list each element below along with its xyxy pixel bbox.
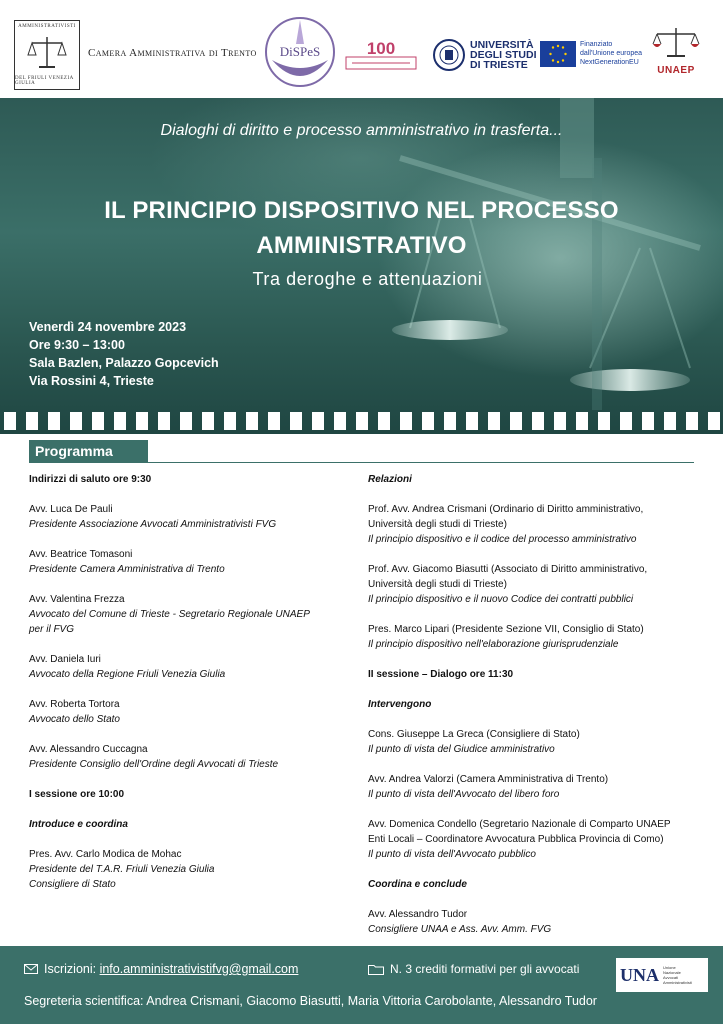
una-logo <box>616 958 708 992</box>
checker-square <box>136 412 148 430</box>
speaker-name: Avv. Valentina Frezza <box>29 594 125 605</box>
checker-square <box>686 412 698 430</box>
programme-section-heading <box>29 787 349 802</box>
speaker-entry <box>29 547 349 577</box>
speaker-role: Presidente Consiglio dell'Ordine degli Avvocati di Trieste <box>29 759 279 770</box>
speaker-role: Il punto di vista del Giudice amministrativo <box>368 744 555 755</box>
speaker-entry <box>368 562 703 607</box>
speaker-name: Cons. Giuseppe La Greca (Consigliere di Stato) <box>368 729 580 740</box>
checker-square <box>598 412 610 430</box>
speaker-role: Presidente Camera Amministrativa di Trento <box>29 564 225 575</box>
programme-divider <box>29 462 694 463</box>
checker-square <box>70 412 82 430</box>
event-tagline: Dialoghi di diritto e processo amministrativo in trasferta... <box>160 122 563 139</box>
hero-banner <box>0 98 723 434</box>
speaker-name: Pres. Marco Lipari (Presidente Sezione VII, Consiglio di Stato) <box>368 624 644 635</box>
speaker-name: Pres. Avv. Carlo Modica de Mohac <box>29 849 182 860</box>
speaker-role: Il punto di vista dell'Avvocato del libero foro <box>368 789 560 800</box>
speaker-entry <box>368 907 703 937</box>
speaker-entry <box>29 502 349 532</box>
speaker-role: Presidente del T.A.R. Friuli Venezia Giulia Consigliere di Stato <box>29 864 215 890</box>
checker-square <box>290 412 302 430</box>
checker-square <box>246 412 258 430</box>
checker-square <box>268 412 280 430</box>
checker-square <box>554 412 566 430</box>
programme-header: Programma <box>29 440 148 462</box>
speaker-entry <box>29 652 349 682</box>
checker-square <box>356 412 368 430</box>
speaker-entry <box>368 622 703 652</box>
speaker-name: Avv. Domenica Condello (Segretario Nazionale di Comparto UNAEP Enti Locali – Coordinatore Avvocatura Pubblica Provincia di Como) <box>368 819 671 845</box>
programme-section-heading <box>368 472 703 487</box>
speaker-role: Il principio dispositivo e il codice del processo amministrativo <box>368 534 637 545</box>
checker-square <box>4 412 16 430</box>
section-heading-text: Coordina e conclude <box>368 879 467 890</box>
speaker-entry <box>368 727 703 757</box>
checker-square <box>158 412 170 430</box>
logo-bar <box>0 0 723 98</box>
event-venue: Sala Bazlen, Palazzo Gopcevich <box>29 356 219 370</box>
scales-icon <box>27 35 67 71</box>
speaker-name: Avv. Daniela Iuri <box>29 654 101 665</box>
checker-square <box>642 412 654 430</box>
checker-square <box>444 412 456 430</box>
checker-square <box>92 412 104 430</box>
event-details <box>29 318 219 390</box>
checker-square <box>488 412 500 430</box>
seal-top-text: AMMINISTRATIVISTI <box>18 24 76 29</box>
checker-square <box>532 412 544 430</box>
checker-square <box>312 412 324 430</box>
una-mark: UNA <box>620 964 659 985</box>
programme-section-heading <box>29 472 349 487</box>
eu-flag-icon <box>540 41 576 67</box>
checker-square <box>202 412 214 430</box>
checker-square <box>224 412 236 430</box>
checker-square <box>708 412 720 430</box>
speaker-role: Il principio dispositivo nell'elaborazione giurisprudenziale <box>368 639 619 650</box>
speaker-name: Prof. Avv. Andrea Crismani (Ordinario di Diritto amministrativo, Università degli studi di Trieste) <box>368 504 644 530</box>
unaep-logo <box>645 24 707 88</box>
speaker-role: Il principio dispositivo e il nuovo Codice dei contratti pubblici <box>368 594 634 605</box>
event-time: Ore 9:30 – 13:00 <box>29 338 125 352</box>
event-title: IL PRINCIPIO DISPOSITIVO NEL PROCESSO AMMINISTRATIVO <box>104 197 619 259</box>
camera-name: Camera Amministrativa di Trento <box>88 47 257 59</box>
unaep-name: UNAEP <box>657 65 695 76</box>
section-heading-text: Relazioni <box>368 474 412 485</box>
checker-square <box>334 412 346 430</box>
speaker-name: Avv. Luca De Pauli <box>29 504 113 515</box>
speaker-entry <box>29 847 349 892</box>
speaker-role: Presidente Associazione Avvocati Amministrativisti FVG <box>29 519 277 530</box>
speaker-entry <box>29 742 349 772</box>
checker-square <box>422 412 434 430</box>
speaker-entry <box>29 697 349 727</box>
speaker-role: Il punto di vista dell'Avvocato pubblico <box>368 849 536 860</box>
checker-border <box>0 410 723 434</box>
checker-square <box>400 412 412 430</box>
scientific-secretariat: Segreteria scientifica: Andrea Crismani, Giacomo Biasutti, Maria Vittoria Carobolante, Alessandro Tudor <box>24 994 597 1008</box>
event-subtitle: Tra deroghe e attenuazioni <box>252 269 483 289</box>
centenary-logo <box>342 38 420 72</box>
section-heading-text: I sessione ore 10:00 <box>29 789 125 800</box>
speaker-role: Avvocato dello Stato <box>29 714 120 725</box>
envelope-icon <box>24 964 38 974</box>
registration-row <box>24 962 298 976</box>
speaker-role: Consigliere UNAA e Ass. Avv. Amm. FVG <box>368 924 552 935</box>
credits-row <box>368 962 579 976</box>
units-name: UNIVERSITÀ DEGLI STUDI DI TRIESTE <box>470 39 537 71</box>
section-heading-text: Indirizzi di saluto ore 9:30 <box>29 474 152 485</box>
speaker-entry <box>368 817 703 862</box>
registration-label: Iscrizioni: <box>44 962 97 976</box>
checker-square <box>180 412 192 430</box>
speaker-entry <box>29 592 349 637</box>
checker-square <box>510 412 522 430</box>
speaker-entry <box>368 502 703 547</box>
section-heading-text: Introduce e coordina <box>29 819 128 830</box>
speaker-name: Avv. Alessandro Tudor <box>368 909 468 920</box>
eu-funding-text: Finanziato dall'Unione europea NextGenerationEU <box>580 41 643 66</box>
event-date: Venerdì 24 novembre 2023 <box>29 320 187 334</box>
speaker-role: Avvocato del Comune di Trieste - Segretario Regionale UNAEP per il FVG <box>29 609 310 635</box>
credits-text: N. 3 crediti formativi per gli avvocati <box>390 962 580 976</box>
checker-square <box>378 412 390 430</box>
camera-seal-logo <box>14 20 80 90</box>
checker-square <box>576 412 588 430</box>
speaker-entry <box>368 772 703 802</box>
checker-square <box>620 412 632 430</box>
svg-text:100: 100 <box>366 39 396 58</box>
programme-section-heading <box>368 877 703 892</box>
checker-square <box>26 412 38 430</box>
checker-square <box>114 412 126 430</box>
una-subtitle: Unione Nazionale Avvocati Amministrativisti <box>663 965 692 985</box>
event-address: Via Rossini 4, Trieste <box>29 374 154 388</box>
checker-square <box>466 412 478 430</box>
speaker-name: Prof. Avv. Giacomo Biasutti (Associato di Diritto amministrativo, Università degli studi di Trieste) <box>368 564 648 590</box>
unaep-scales-icon <box>651 24 701 60</box>
disps-logo <box>264 14 336 90</box>
speaker-name: Avv. Alessandro Cuccagna <box>29 744 148 755</box>
speaker-name: Avv. Beatrice Tomasoni <box>29 549 133 560</box>
units-crest-logo <box>432 38 466 72</box>
programme-left-column <box>29 472 349 907</box>
checker-square <box>48 412 60 430</box>
disps-text: DiSPeS <box>279 44 321 59</box>
programme-section-heading <box>368 697 703 712</box>
checker-square <box>664 412 676 430</box>
section-heading-text: Intervengono <box>368 699 432 710</box>
registration-email-link[interactable]: info.amministrativistifvg@gmail.com <box>99 962 299 976</box>
programme-right-column <box>368 472 703 952</box>
programme-section-heading <box>29 817 349 832</box>
folder-icon <box>368 964 384 975</box>
seal-bottom-text: DEL FRIULI VENEZIA GIULIA <box>15 76 74 86</box>
programme-section-heading <box>368 667 703 682</box>
footer <box>0 946 723 1024</box>
section-heading-text: II sessione – Dialogo ore 11:30 <box>368 669 514 680</box>
speaker-name: Avv. Roberta Tortora <box>29 699 120 710</box>
speaker-role: Avvocato della Regione Friuli Venezia Giulia <box>29 669 226 680</box>
speaker-name: Avv. Andrea Valorzi (Camera Amministrativa di Trento) <box>368 774 609 785</box>
